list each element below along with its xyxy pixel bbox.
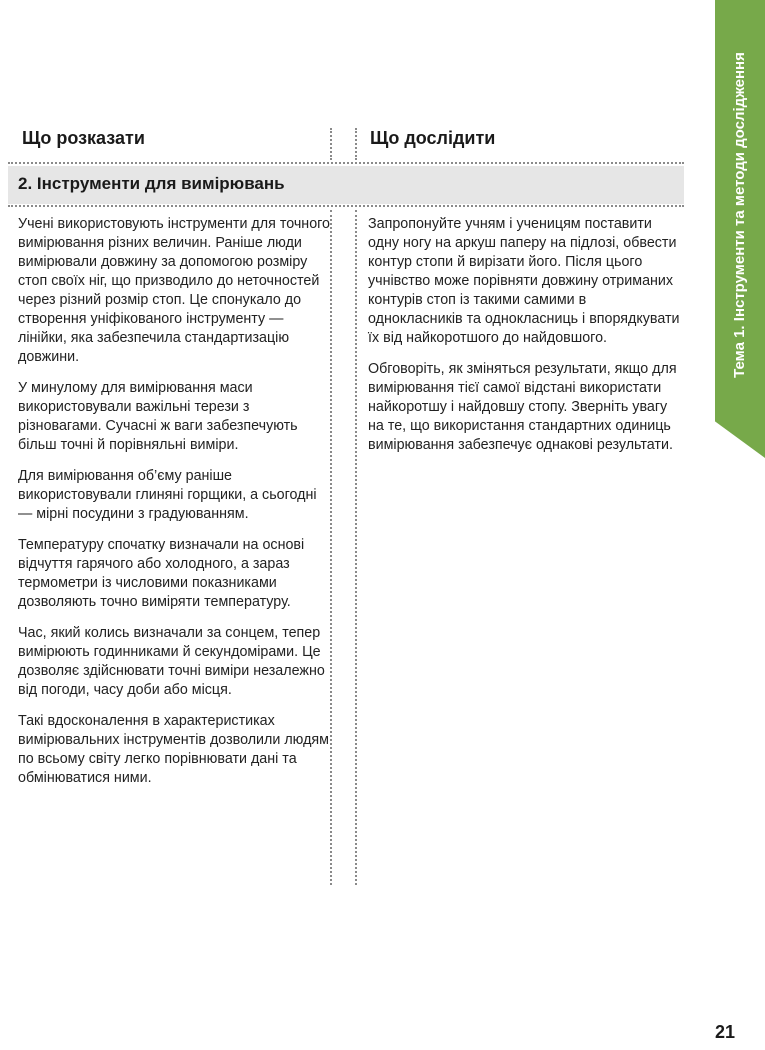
header-divider-left [330, 128, 332, 160]
column-header-tell: Що розказати [22, 128, 145, 148]
chapter-side-tab-label: Тема 1. Інструменти та методи дослідження [731, 52, 748, 378]
column-header-explore: Що дослідити [370, 128, 496, 148]
left-paragraph: Такі вдосконалення в характеристиках вимірювальних інструментів дозволили людям по всьому світу легко порівнювати дані та обмінюватися ними. [18, 713, 330, 786]
body-divider-right [355, 210, 357, 885]
right-column [368, 215, 680, 467]
body-divider-left [330, 210, 332, 885]
left-paragraph: У минулому для вимірювання маси використовували важільні терези з різновагами. Сучасні ж ваги забезпечують більш точні й порівняльні виміри. [18, 380, 298, 453]
left-paragraph: Для вимірювання об’єму раніше використовували глиняні горщики, а сьогодні — мірні посудини з градуюванням. [18, 468, 317, 522]
left-paragraph: Температуру спочатку визначали на основі відчуття гарячого або холодного, а зараз термометри із числовими показниками дозволяють точно виміряти температуру. [18, 537, 305, 610]
section-underline [8, 205, 684, 207]
right-paragraph: Обговоріть, як зміняться результати, якщо для вимірювання тієї самої відстані використати найкоротшу і найдовшу стопу. Зверніть увагу на те, що використання стандартних одиниць вимірювання забезпечує однакові результати. [368, 361, 677, 453]
section-title: 2. Інструменти для вимірювань [18, 174, 285, 193]
left-column [18, 215, 330, 800]
header-divider-right [355, 128, 357, 160]
left-paragraph: Учені використовують інструменти для точного вимірювання різних величин. Раніше люди вимірювали довжину за допомогою розміру стоп своїх ніг, що призводило до неточностей через різний розмір стоп. Це спонукало до створення уніфікованого інструменту — лінійки, яка забезпечила стандартизацію довжини. [18, 216, 331, 365]
right-paragraph: Запропонуйте учням і ученицям поставити одну ногу на аркуш паперу на підлозі, обвести контур стопи й вирізати його. Після цього учнівство може порівняти довжину отриманих контурів стоп із такими самими в однокласників та однокласниць і впорядкувати їх від найкоротшого до найдовшого. [368, 216, 680, 346]
page-number: 21 [714, 1022, 735, 1042]
left-paragraph: Час, який колись визначали за сонцем, тепер вимірюють годинниками й секундомірами. Це дозволяє здійснювати точні виміри незалежно від погоди, часу доби або місця. [18, 625, 325, 698]
header-underline [8, 162, 684, 164]
